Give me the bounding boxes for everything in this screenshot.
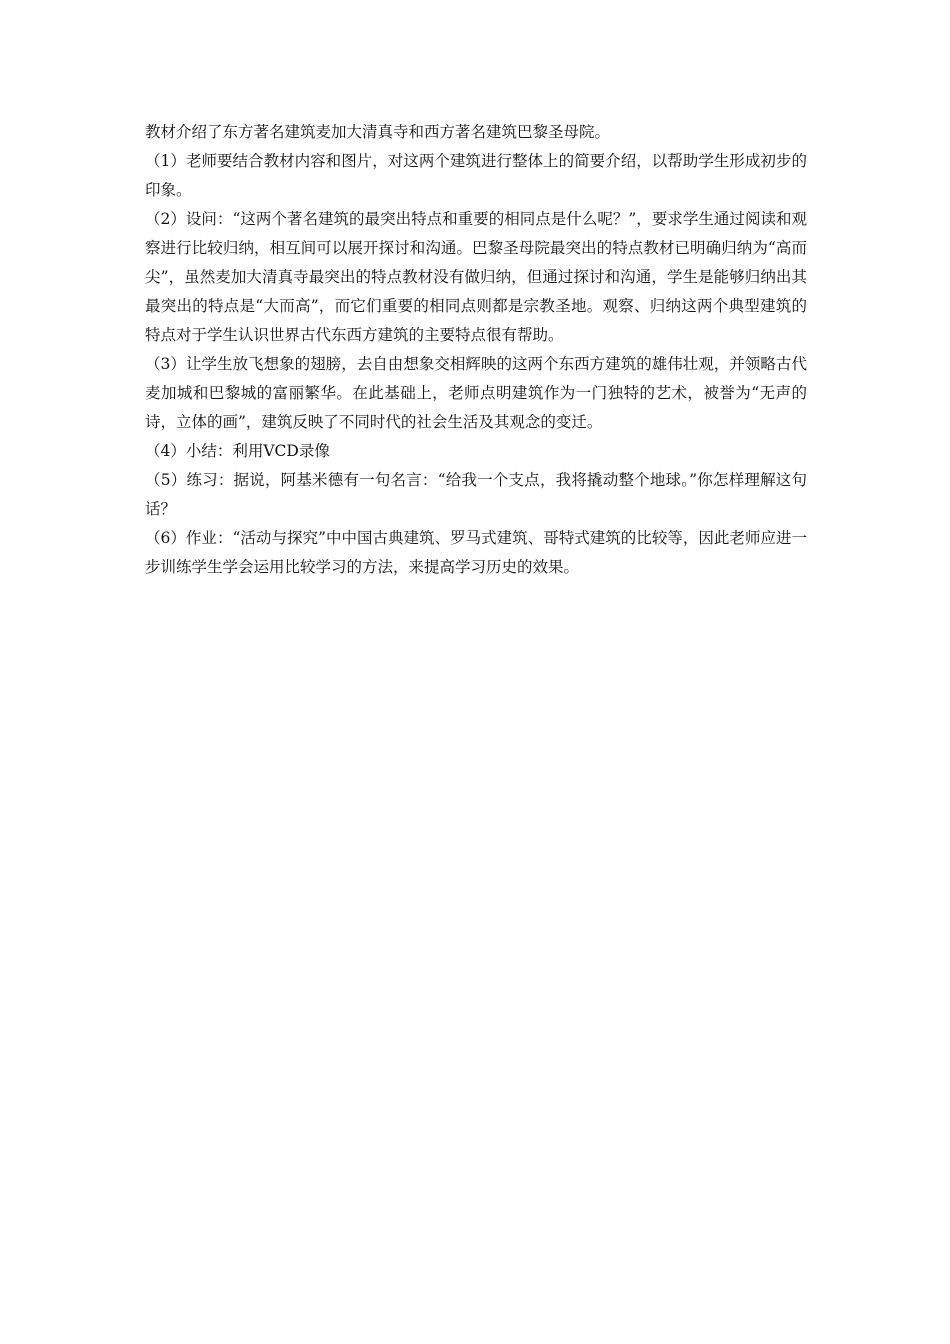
paragraph-step-5: （5）练习：据说，阿基米德有一句名言：“给我一个支点，我将撬动整个地球。”你怎样理解这句话？: [145, 471, 807, 518]
paragraph-intro: 教材介绍了东方著名建筑麦加大清真寺和西方著名建筑巴黎圣母院。: [145, 123, 611, 141]
paragraph-step-3: （3）让学生放飞想象的翅膀，去自由想象交相辉映的这两个东西方建筑的雄伟壮观，并领略古代麦加城和巴黎城的富丽繁华。在此基础上，老师点明建筑作为一门独特的艺术，被誉为“无声的诗，立体的画”，建筑反映了不同时代的社会生活及其观念的变迁。: [145, 355, 807, 431]
paragraph-step-1: （1）老师要结合教材内容和图片，对这两个建筑进行整体上的简要介绍，以帮助学生形成初步的印象。: [145, 152, 807, 199]
paragraph-step-2: （2）设问：“这两个著名建筑的最突出特点和重要的相同点是什么呢？”，要求学生通过阅读和观察进行比较归纳，相互间可以展开探讨和沟通。巴黎圣母院最突出的特点教材已明确归纳为“高而尖”，虽然麦加大清真寺最突出的特点教材没有做归纳，但通过探讨和沟通，学生是能够归纳出其最突出的特点是“大而高”，而它们重要的相同点则都是宗教圣地。观察、归纳这两个典型建筑的特点对于学生认识世界古代东西方建筑的主要特点很有帮助。: [145, 210, 807, 344]
paragraph-step-6: （6）作业：“活动与探究”中中国古典建筑、罗马式建筑、哥特式建筑的比较等，因此老师应进一步训练学生学会运用比较学习的方法，来提高学习历史的效果。: [145, 529, 807, 576]
paragraph-step-4: （4）小结：利用VCD录像: [145, 442, 330, 460]
document-body: [145, 118, 807, 582]
